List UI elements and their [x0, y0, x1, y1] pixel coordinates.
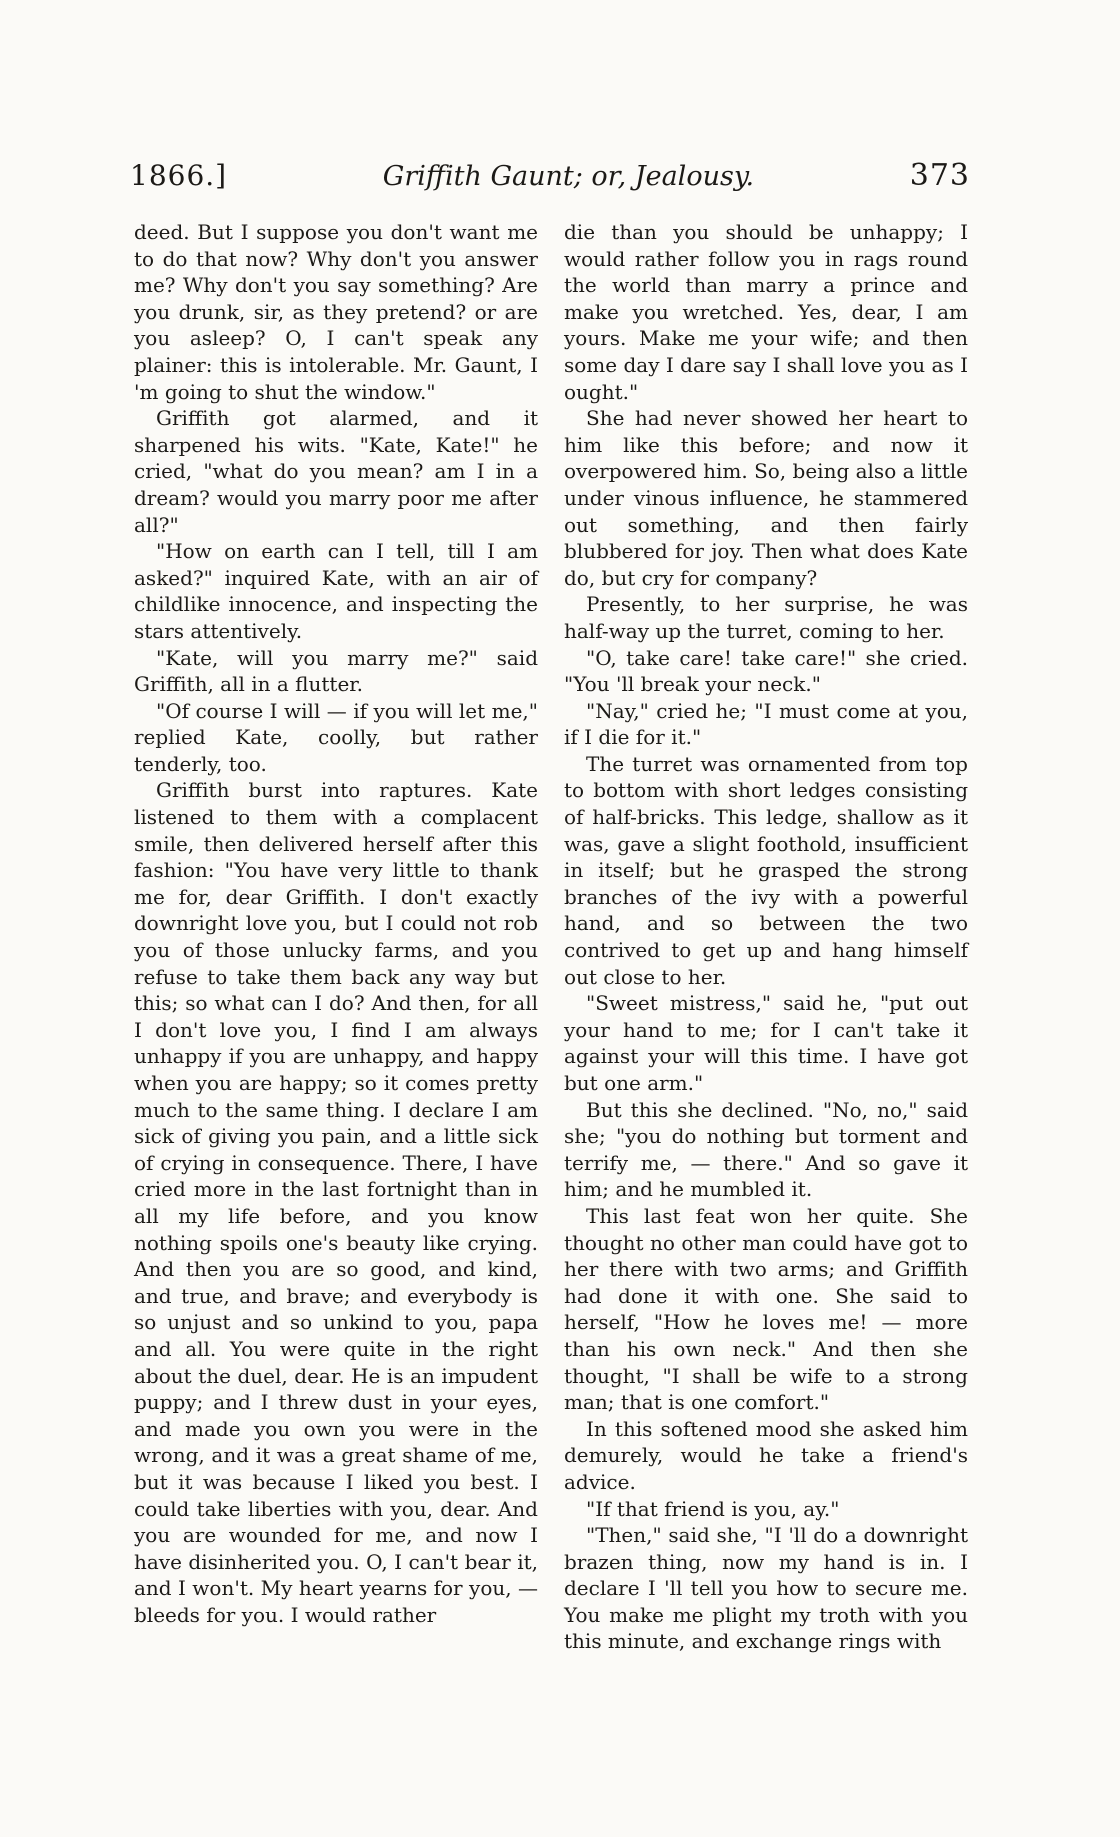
paragraph: Griffith got alarmed, and it sharpened his wits. "Kate, Kate!" he cried, "what do you mean? am I in a dream? would you marry poor me after all?" [134, 406, 538, 537]
paragraph: Presently, to her surprise, he was half-way up the turret, coming to her. [564, 592, 968, 643]
paragraph: She had never showed her heart to him like this before; and now it overpowered him. So, being also a little under vinous influence, he stammered out something, and then fairly blubbered for joy. Then what does Kate do, but cry for company? [564, 406, 968, 590]
page-number: 373 [909, 158, 970, 193]
paragraph: "Nay," cried he; "I must come at you, if I die for it." [564, 698, 968, 750]
paragraph: In this softened mood she asked him demurely, would he take a friend's advice. [564, 1416, 968, 1494]
paragraph: "Of course I will — if you will let me," replied Kate, coolly, but rather tenderly, too. [134, 698, 538, 776]
header-title: Griffith Gaunt; or, Jealousy. [382, 161, 755, 192]
paragraph: "Kate, will you marry me?" said Griffith, all in a flutter. [134, 645, 538, 697]
paragraph: deed. But I suppose you don't want me to do that now? Why don't you answer me? Why don't you say something? Are you drunk, sir, as they pretend? or are you asleep? O, I can't speak any plainer: this is intolerable. Mr. Gaunt, I 'm going to shut the window." [134, 220, 538, 404]
paragraph: Griffith burst into raptures. Kate listened to them with a complacent smile, then delivered herself after this fashion: "You have very little to thank me for, dear Griffith. I don't exactly downright love you, but I could not rob you of those unlucky farms, and you refuse to take them back any way but this; so what can I do? And then, for all I don't love you, I find I am always unhappy if you are unhappy, and happy when you are happy; so it comes pretty much to the same thing. I declare I am sick of giving you pain, and a little sick of crying in consequence. There, I have cried more in the last fortnight than in all my life before, and you know nothing spoils one's beauty like crying. And then you are so good, and kind, and true, and brave; and everybody is so unjust and so unkind to you, papa and all. You were quite in the right about the duel, dear. He is an impudent puppy; and I threw dust in your eyes, and made you own you were in the wrong, and it was a great shame of me, but it was because I liked you best. I could take liberties with you, dear. And you are wounded for me, and now I have disinherited you. O, I can't bear it, and I won't. My heart yearns for you, — bleeds for you. I would rather [134, 778, 538, 1627]
paragraph: "Sweet mistress," said he, "put out your hand to me; for I can't take it against your will this time. I have got but one arm." [564, 991, 968, 1095]
paragraph: "How on earth can I tell, till I am asked?" inquired Kate, with an air of childlike innocence, and inspecting the stars attentively. [134, 539, 538, 643]
paragraph: This last feat won her quite. She thought no other man could have got to her there with two arms; and Griffith had done it with one. She said to herself, "How he loves me! — more than his own neck." And then she thought, "I shall be wife to a strong man; that is one comfort." [564, 1203, 968, 1415]
running-header [130, 158, 970, 208]
paragraph: die than you should be unhappy; I would rather follow you in rags round the world than marry a prince and make you wretched. Yes, dear, I am yours. Make me your wife; and then some day I dare say I shall love you as I ought." [564, 220, 968, 404]
paragraph: "Then," said she, "I 'll do a downright brazen thing, now my hand is in. I declare I 'll tell you how to secure me. You make me plight my troth with you this minute, and exchange rings with [564, 1523, 968, 1654]
left-column [134, 219, 538, 1628]
paragraph: The turret was ornamented from top to bottom with short ledges consisting of half-bricks. This ledge, shallow as it was, gave a slight foothold, insufficient in itself; but he grasped the strong branches of the ivy with a powerful hand, and so between the two contrived to get up and hang himself out close to her. [564, 751, 968, 989]
header-year: 1866.] [130, 159, 228, 192]
right-column [564, 219, 968, 1655]
paragraph: "If that friend is you, ay." [586, 1496, 840, 1521]
paragraph: "O, take care! take care!" she cried. "You 'll break your neck." [564, 645, 968, 697]
paragraph: But this she declined. "No, no," said she; "you do nothing but torment and terrify me, — there." And so gave it him; and he mumbled it. [564, 1097, 968, 1202]
